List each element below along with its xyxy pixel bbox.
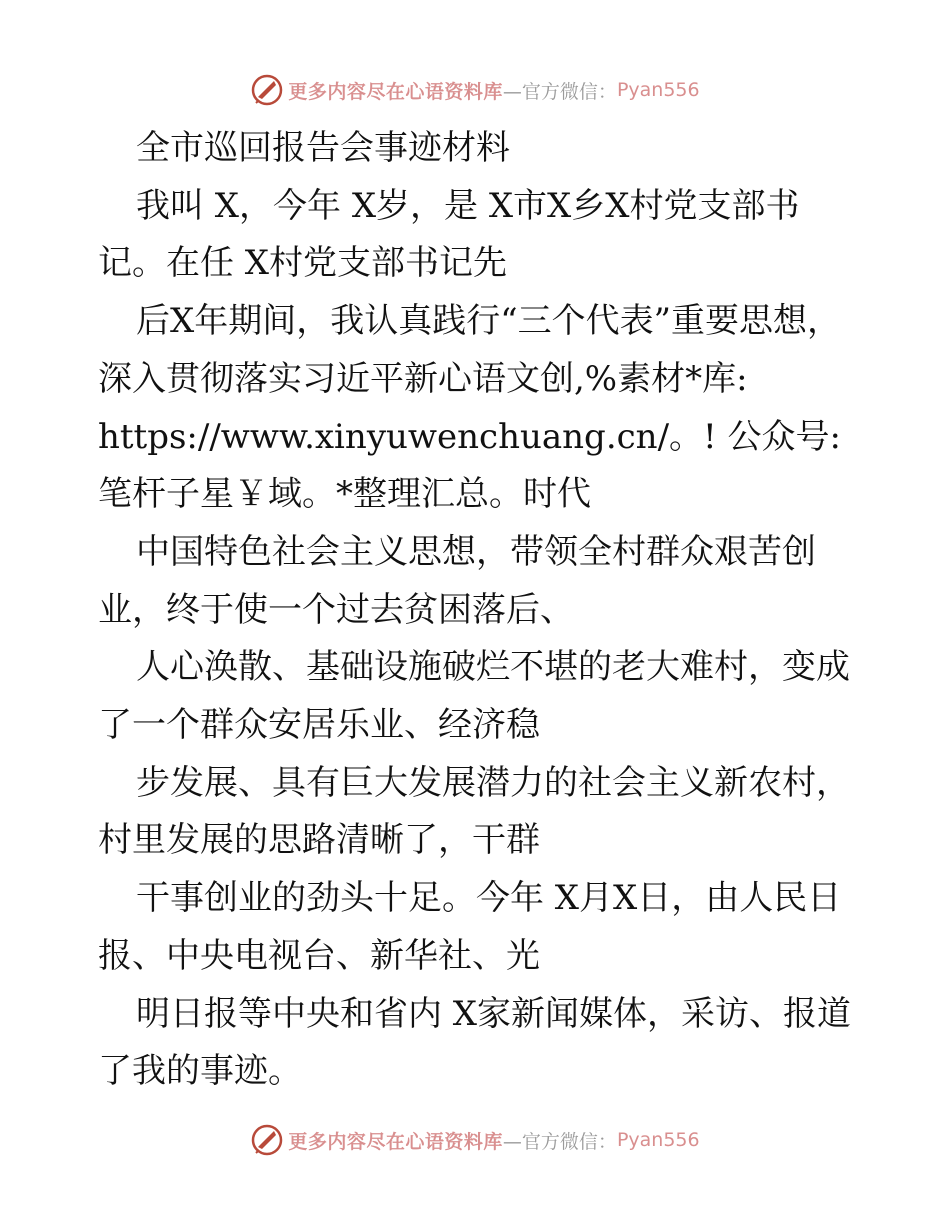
banner-main-text: 更多内容尽在心语资料库 — [288, 80, 503, 103]
footer-watermark-banner — [0, 1120, 950, 1160]
paragraph: 中国特色社会主义思想，带领全村群众艰苦创业，终于使一个过去贫困落后、 — [98, 531, 816, 630]
document-body — [98, 120, 858, 1101]
document-title: 全市巡回报告会事迹材料 — [136, 128, 510, 168]
quill-logo-icon — [250, 1123, 284, 1157]
paragraph: 步发展、具有巨大发展潜力的社会主义新农村，村里发展的思路清晰了，干群 — [98, 762, 850, 861]
paragraph: 我叫 X，今年 X岁，是 X市X乡X村党支部书记。在任 X村党支部书记先 — [98, 185, 800, 284]
banner-wechat-id: Pyan556 — [616, 1129, 700, 1151]
quill-logo-icon — [250, 73, 284, 107]
paragraph: 后X年期间，我认真践行“三个代表”重要思想，深入贯彻落实习近平新心语文创,%素材*库: https://www.xinyuwenchuang.cn/。! 公众号: 笔杆子星￥域。*整理汇总。时代 — [98, 301, 841, 515]
paragraph: 人心涣散、基础设施破烂不堪的老大难村，变成了一个群众安居乐业、经济稳 — [98, 647, 850, 746]
header-watermark-banner — [0, 70, 950, 110]
banner-separator-text: —官方微信： — [502, 80, 617, 103]
paragraph: 干事创业的劲头十足。今年 X月X日，由人民日报、中央电视台、新华社、光 — [98, 878, 842, 976]
banner-wechat-id: Pyan556 — [616, 79, 700, 101]
banner-separator-text: —官方微信： — [502, 1130, 617, 1153]
paragraph: 明日报等中央和省内 X家新闻媒体，采访、报道了我的事迹。 — [98, 993, 852, 1092]
banner-main-text: 更多内容尽在心语资料库 — [288, 1130, 503, 1153]
